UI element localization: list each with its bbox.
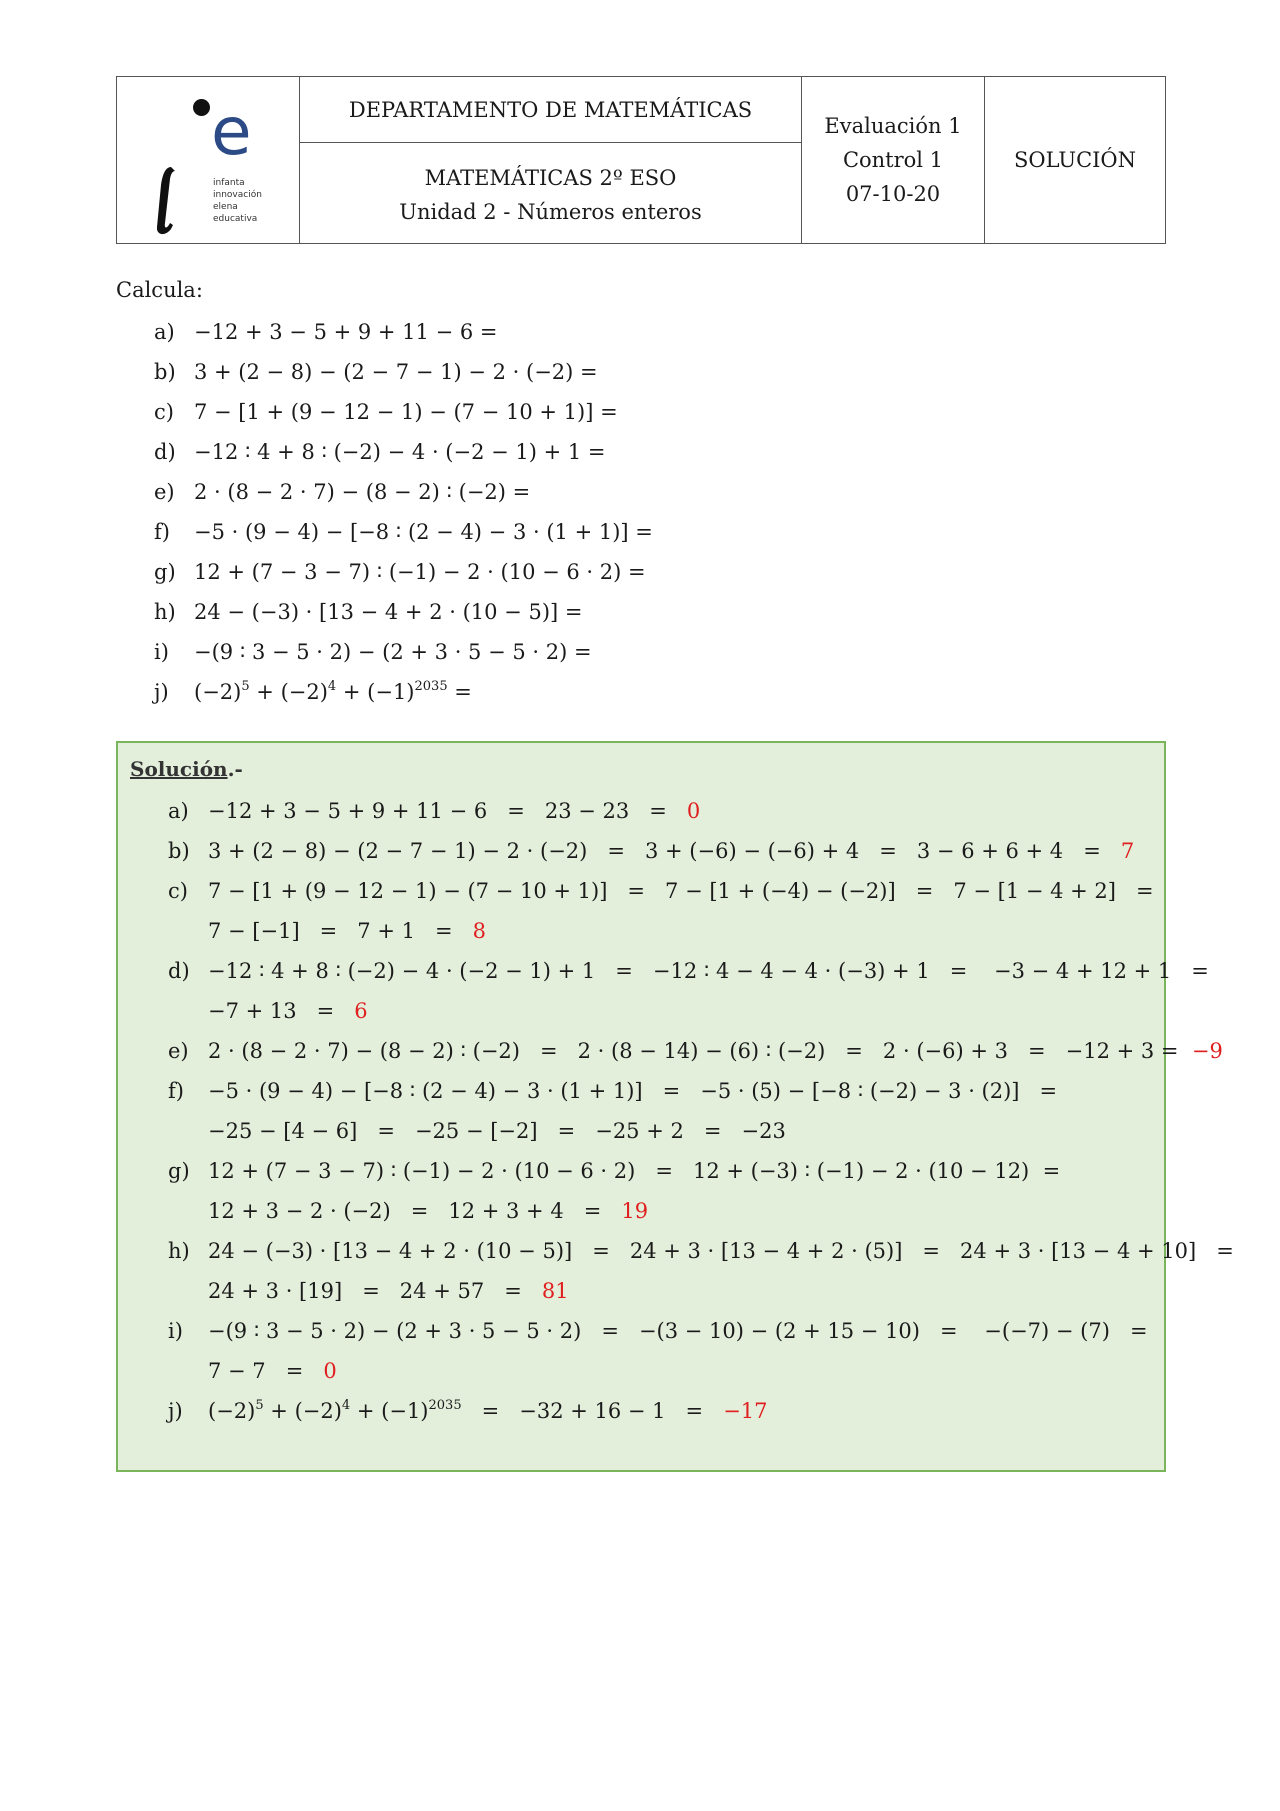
solution-row bbox=[168, 1151, 1234, 1191]
exercise-label: i) bbox=[154, 640, 169, 664]
exercise-label: j) bbox=[154, 680, 169, 704]
solution-expression: −25 − [4 − 6] = −25 − [−2] = −25 + 2 = −23 bbox=[208, 1119, 786, 1143]
exercise-row bbox=[154, 392, 653, 432]
logo-word: infanta bbox=[213, 178, 245, 188]
logo-word: innovación bbox=[213, 190, 262, 200]
exercise-expression: −5 · (9 − 4) − [−8 ∶ (2 − 4) − 3 · (1 + 1)] = bbox=[194, 520, 653, 544]
department-name: DEPARTAMENTO DE MATEMÁTICAS bbox=[300, 77, 801, 143]
solution-expression: 7 − 7 = 0 bbox=[208, 1359, 337, 1383]
solution-result: 0 bbox=[323, 1359, 337, 1383]
solution-expression: 24 − (−3) · [13 − 4 + 2 · (10 − 5)] = 24 + 3 · [13 − 4 + 2 · (5)] = 24 + 3 · [13 − 4 + 10] = bbox=[208, 1239, 1234, 1263]
solution-result: 19 bbox=[621, 1199, 649, 1223]
solution-row bbox=[168, 831, 1234, 871]
exercise-label: d) bbox=[154, 440, 176, 464]
solution-expression: −12 ∶ 4 + 8 ∶ (−2) − 4 · (−2 − 1) + 1 = −12 ∶ 4 − 4 − 4 · (−3) + 1 = −3 − 4 + 12 + 1 = bbox=[208, 959, 1209, 983]
solution-result: 8 bbox=[472, 919, 486, 943]
exercise-row bbox=[154, 672, 653, 712]
exercise-row bbox=[154, 472, 653, 512]
exercise-expression: 12 + (7 − 3 − 7) ∶ (−1) − 2 · (10 − 6 · 2) = bbox=[194, 560, 646, 584]
logo-e-letter: e bbox=[211, 93, 252, 170]
evaluation-block bbox=[802, 77, 985, 243]
exercise-expression: $(-2)^5 + (-2)^4 + (-1)^{2035}$ = bbox=[194, 679, 472, 704]
solution-row bbox=[168, 1231, 1234, 1271]
exercise-expression: 3 + (2 − 8) − (2 − 7 − 1) − 2 · (−2) = bbox=[194, 360, 598, 384]
logo-word: educativa bbox=[213, 214, 258, 224]
solution-result: 6 bbox=[354, 999, 368, 1023]
exercise-row bbox=[154, 592, 653, 632]
solution-result: −17 bbox=[723, 1399, 768, 1423]
solution-label: f) bbox=[168, 1079, 184, 1103]
logo-words bbox=[213, 177, 262, 225]
solution-expression: 3 + (2 − 8) − (2 − 7 − 1) − 2 · (−2) = 3 + (−6) − (−6) + 4 = 3 − 6 + 6 + 4 = 7 bbox=[208, 839, 1135, 863]
logo-i-glyph bbox=[157, 165, 181, 237]
header-center bbox=[300, 77, 802, 243]
school-logo bbox=[117, 77, 300, 243]
exam-date: 07-10-20 bbox=[845, 182, 941, 206]
subject-name: MATEMÁTICAS 2º ESO bbox=[424, 166, 677, 190]
exercise-label: g) bbox=[154, 560, 176, 584]
exercise-expression: −12 + 3 − 5 + 9 + 11 − 6 = bbox=[194, 320, 498, 344]
evaluation-label: Evaluación 1 bbox=[824, 114, 962, 138]
solution-label: SOLUCIÓN bbox=[1013, 148, 1137, 172]
solution-result: 0 bbox=[686, 799, 701, 823]
exercise-label: f) bbox=[154, 520, 170, 544]
solution-expression: −7 + 13 = 6 bbox=[208, 999, 368, 1023]
exercise-expression: −(9 ∶ 3 − 5 · 2) − (2 + 3 · 5 − 5 · 2) = bbox=[194, 640, 592, 664]
solution-expression: −(9 ∶ 3 − 5 · 2) − (2 + 3 · 5 − 5 · 2) = −(3 − 10) − (2 + 15 − 10) = −(−7) − (7) = bbox=[208, 1319, 1148, 1343]
solution-list bbox=[168, 791, 1234, 1431]
unit-name: Unidad 2 - Números enteros bbox=[399, 200, 702, 224]
exercise-label: h) bbox=[154, 600, 176, 624]
solution-box bbox=[116, 741, 1234, 1472]
intro-text: Calcula: bbox=[116, 278, 203, 302]
solution-row bbox=[168, 791, 1234, 831]
solution-expression: 2 · (8 − 2 · 7) − (8 − 2) ∶ (−2) = 2 · (8 − 14) − (6) ∶ (−2) = 2 · (−6) + 3 = −12 + 3 = −9 bbox=[208, 1039, 1223, 1063]
solution-row bbox=[168, 951, 1234, 991]
solution-expression: −5 · (9 − 4) − [−8 ∶ (2 − 4) − 3 · (1 + 1)] = −5 · (5) − [−8 ∶ (−2) − 3 · (2)] = bbox=[208, 1079, 1058, 1103]
solution-expression: 12 + 3 − 2 · (−2) = 12 + 3 + 4 = 19 bbox=[208, 1199, 649, 1223]
exercise-expression: 24 − (−3) · [13 − 4 + 2 · (10 − 5)] = bbox=[194, 600, 583, 624]
solution-expression: 7 − [1 + (9 − 12 − 1) − (7 − 10 + 1)] = 7 − [1 + (−4) − (−2)] = 7 − [1 − 4 + 2] = bbox=[208, 879, 1154, 903]
subject-block bbox=[300, 143, 801, 243]
exercise-label: b) bbox=[154, 360, 176, 384]
exercise-expression: −12 ∶ 4 + 8 ∶ (−2) − 4 · (−2 − 1) + 1 = bbox=[194, 440, 606, 464]
solution-label: b) bbox=[168, 839, 190, 863]
solution-label: d) bbox=[168, 959, 190, 983]
solution-label: c) bbox=[168, 879, 188, 903]
exercise-row bbox=[154, 312, 653, 352]
solution-expression: 12 + (7 − 3 − 7) ∶ (−1) − 2 · (10 − 6 · 2) = 12 + (−3) ∶ (−1) − 2 · (10 − 12) = bbox=[208, 1159, 1061, 1183]
solution-label: a) bbox=[168, 799, 189, 823]
solution-row-continued bbox=[168, 911, 1234, 951]
exercise-row bbox=[154, 352, 653, 392]
solution-label: h) bbox=[168, 1239, 190, 1263]
solution-row-continued bbox=[168, 1271, 1234, 1311]
logo-dot bbox=[193, 99, 210, 116]
exercise-row bbox=[154, 632, 653, 672]
solution-row-continued bbox=[168, 1191, 1234, 1231]
exercise-expression: 2 · (8 − 2 · 7) − (8 − 2) ∶ (−2) = bbox=[194, 480, 531, 504]
solution-result: −9 bbox=[1191, 1039, 1223, 1063]
exercise-expression: 7 − [1 + (9 − 12 − 1) − (7 − 10 + 1)] = bbox=[194, 400, 618, 424]
exercise-row bbox=[154, 512, 653, 552]
exercise-label: c) bbox=[154, 400, 174, 424]
solution-label: g) bbox=[168, 1159, 190, 1183]
solution-row bbox=[168, 1031, 1234, 1071]
solution-row bbox=[168, 1071, 1234, 1111]
solution-result: 7 bbox=[1120, 839, 1135, 863]
solution-row-continued bbox=[168, 1111, 1234, 1151]
exercise-list bbox=[154, 312, 653, 712]
solution-expression: 24 + 3 · [19] = 24 + 57 = 81 bbox=[208, 1279, 569, 1303]
header-table bbox=[116, 76, 1166, 244]
solution-row bbox=[168, 1391, 1234, 1431]
solution-title: Solución.- bbox=[130, 757, 243, 781]
solution-expression: −12 + 3 − 5 + 9 + 11 − 6 = 23 − 23 = 0 bbox=[208, 799, 701, 823]
exercise-label: a) bbox=[154, 320, 175, 344]
solution-label: i) bbox=[168, 1319, 183, 1343]
exercise-row bbox=[154, 432, 653, 472]
solution-label: e) bbox=[168, 1039, 189, 1063]
solution-expression: 7 − [−1] = 7 + 1 = 8 bbox=[208, 919, 486, 943]
exercise-row bbox=[154, 552, 653, 592]
solution-label: j) bbox=[168, 1399, 183, 1423]
control-label: Control 1 bbox=[842, 148, 944, 172]
solution-expression: $(-2)^5 + (-2)^4 + (-1)^{2035} = -32 + 16 - 1 = -17$ bbox=[208, 1398, 768, 1423]
solution-result: 81 bbox=[541, 1279, 569, 1303]
solution-row bbox=[168, 871, 1234, 911]
exercise-label: e) bbox=[154, 480, 175, 504]
solution-row-continued bbox=[168, 991, 1234, 1031]
solution-row bbox=[168, 1311, 1234, 1351]
logo-word: elena bbox=[213, 202, 238, 212]
solution-row-continued bbox=[168, 1351, 1234, 1391]
